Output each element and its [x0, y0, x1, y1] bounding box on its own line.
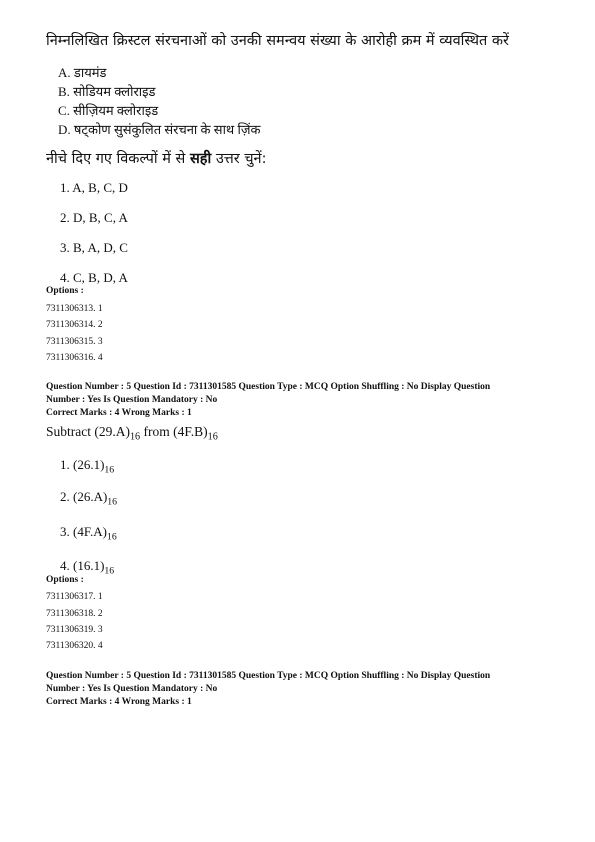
option-id: 7311306320. 4 — [46, 641, 103, 651]
option-id: 7311306313. 1 — [46, 304, 103, 314]
base-subscript: 16 — [104, 565, 115, 577]
list-item: B. सोडियम क्लोराइड — [58, 84, 156, 99]
question-header: Number : Yes Is Question Mandatory : No — [46, 395, 218, 405]
list-item: D. षट्कोण सुसंकुलित संरचना के साथ ज़िंक — [58, 122, 261, 137]
base-subscript: 16 — [107, 496, 118, 508]
answer-option: 2. D, B, C, A — [60, 210, 128, 225]
option-id: 7311306317. 1 — [46, 592, 103, 602]
option-text: 1. (26.1) — [60, 457, 105, 472]
option-id: 7311306315. 3 — [46, 337, 103, 347]
base-subscript: 16 — [104, 464, 115, 476]
answer-option: 3. B, A, D, C — [60, 240, 128, 255]
instruction-bold: सही — [189, 151, 212, 167]
q-part-subtract: Subtract (29.A) — [46, 424, 130, 439]
option-id: 7311306316. 4 — [46, 353, 103, 363]
base-subscript: 16 — [129, 431, 141, 443]
answer-option — [60, 524, 117, 542]
question-text: निम्नलिखित क्रिस्टल संरचनाओं को उनकी समन्वय संख्या के आरोही क्रम में व्यवस्थित करें — [46, 33, 509, 49]
option-text: 2. (26.A) — [60, 489, 108, 504]
answer-option — [60, 489, 117, 507]
instruction-pre: नीचे दिए गए विकल्पों में से — [46, 151, 190, 167]
question-marks: Correct Marks : 4 Wrong Marks : 1 — [46, 408, 192, 418]
answer-option: 4. C, B, D, A — [60, 270, 128, 285]
question-marks: Correct Marks : 4 Wrong Marks : 1 — [46, 697, 192, 707]
option-id: 7311306319. 3 — [46, 625, 103, 635]
options-label: Options : — [46, 575, 84, 585]
question-header: Question Number : 5 Question Id : 7311301585 Question Type : MCQ Option Shuffling : No Display Question — [46, 671, 491, 681]
instruction-post: उत्तर चुनें: — [211, 151, 267, 167]
answer-option: 1. A, B, C, D — [60, 180, 128, 195]
list-item: A. डायमंड — [58, 65, 107, 80]
question-header: Question Number : 5 Question Id : 7311301585 Question Type : MCQ Option Shuffling : No Display Question — [46, 382, 491, 392]
option-id: 7311306314. 2 — [46, 320, 103, 330]
options-label: Options : — [46, 286, 84, 296]
option-text: 4. (16.1) — [60, 558, 105, 573]
answer-option — [60, 558, 114, 576]
list-item: C. सीज़ियम क्लोराइड — [58, 103, 159, 118]
base-subscript: 16 — [207, 431, 218, 443]
option-text: 3. (4F.A) — [60, 524, 107, 539]
answer-option — [60, 457, 114, 475]
instruction-text — [46, 148, 267, 168]
base-subscript: 16 — [107, 531, 117, 543]
question-header: Number : Yes Is Question Mandatory : No — [46, 684, 218, 694]
option-id: 7311306318. 2 — [46, 609, 103, 619]
q-part-from: from (4F.B) — [140, 424, 208, 439]
question-text — [46, 424, 218, 443]
